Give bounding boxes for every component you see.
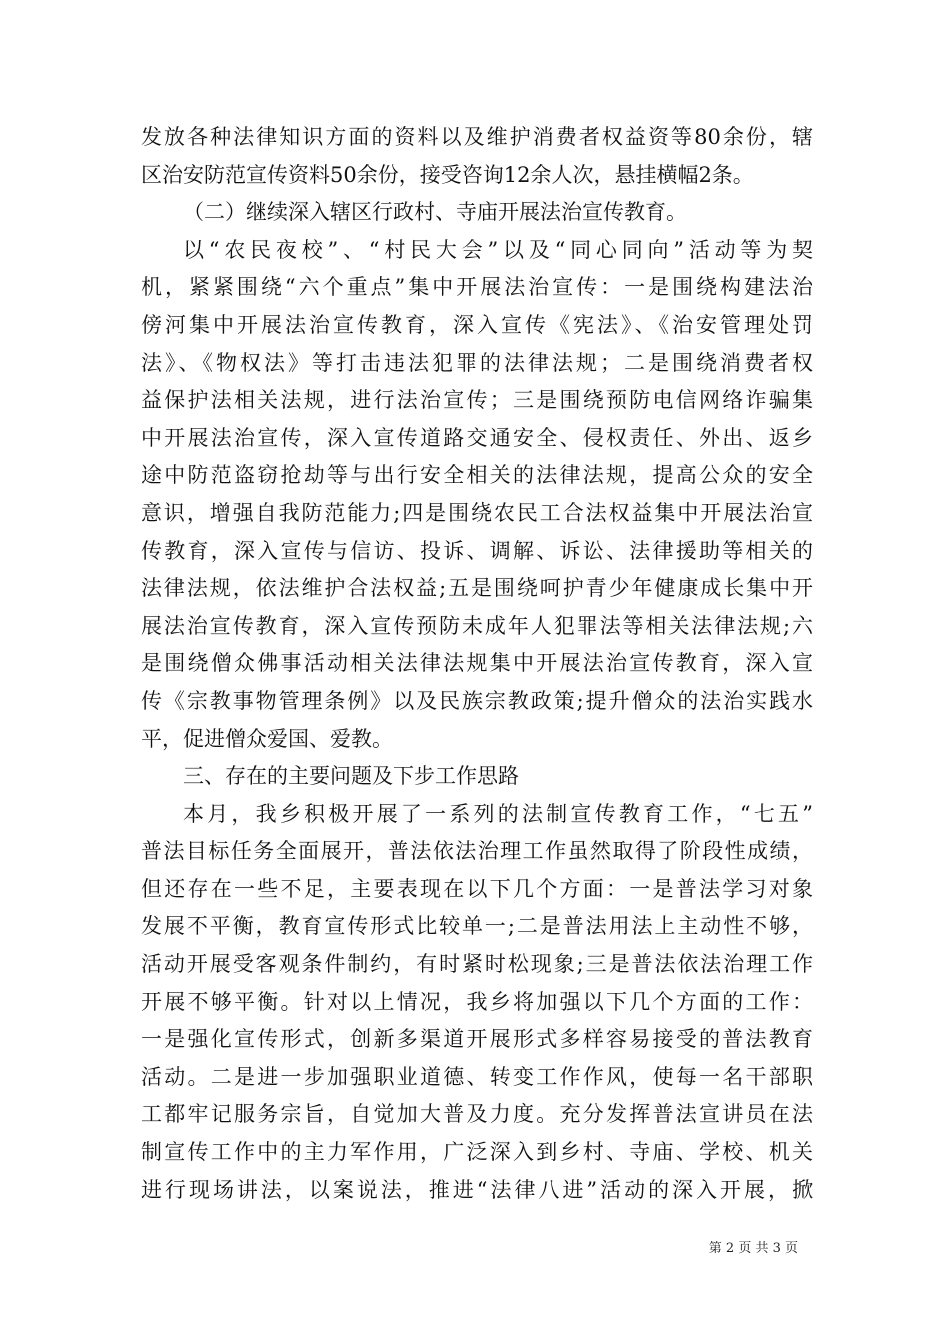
text-line: 区治安防范宣传资料50余份，接受咨询12余人次，悬挂横幅2条。 — [141, 162, 754, 187]
text-line: 一是强化宣传形式，创新多渠道开展形式多样容易接受的普法教育 — [141, 1027, 813, 1052]
text-line: 活动。二是进一步加强职业道德、转变工作作风，使每一名干部职 — [141, 1064, 813, 1089]
text-line: 活动开展受客观条件制约，有时紧时松现象;三是普法依法治理工作 — [141, 952, 813, 977]
text-line: 法》、《物权法》等打击违法犯罪的法律法规；二是围绕消费者权 — [141, 350, 813, 375]
page-number-footer: 第 2 页 共 3 页 — [708, 1241, 798, 1256]
text-line: （二）继续深入辖区行政村、寺庙开展法治宣传教育。 — [183, 200, 687, 225]
text-line: 机，紧紧围绕“六个重点”集中开展法治宣传：一是围绕构建法治 — [141, 275, 813, 300]
text-line: 是围绕僧众佛事活动相关法律法规集中开展法治宣传教育，深入宣 — [141, 651, 813, 676]
text-line: 三、存在的主要问题及下步工作思路 — [183, 764, 519, 789]
text-line: 以“农民夜校”、“村民大会”以及“同心同向”活动等为契 — [183, 237, 813, 262]
text-line: 途中防范盗窃抢劫等与出行安全相关的法律法规，提高公众的安全 — [141, 463, 813, 488]
document-body — [141, 119, 813, 1209]
text-line: 传教育，深入宣传与信访、投诉、调解、诉讼、法律援助等相关的 — [141, 538, 813, 563]
text-line: 进行现场讲法，以案说法，推进“法律八进”活动的深入开展，掀 — [141, 1177, 813, 1202]
text-line: 发展不平衡，教育宣传形式比较单一;二是普法用法上主动性不够， — [141, 914, 813, 939]
text-line: 普法目标任务全面展开，普法依法治理工作虽然取得了阶段性成绩， — [141, 839, 813, 864]
text-line: 益保护法相关法规，进行法治宣传；三是围绕预防电信网络诈骗集 — [141, 388, 813, 413]
text-line: 傍河集中开展法治宣传教育，深入宣传《宪法》、《治安管理处罚 — [141, 312, 813, 337]
text-line: 平，促进僧众爱国、爱教。 — [141, 726, 393, 751]
text-line: 法律法规，依法维护合法权益;五是围绕呵护青少年健康成长集中开 — [141, 576, 813, 601]
text-line: 工都牢记服务宗旨，自觉加大普及力度。充分发挥普法宣讲员在法 — [141, 1102, 813, 1127]
text-line: 制宣传工作中的主力军作用，广泛深入到乡村、寺庙、学校、机关 — [141, 1140, 813, 1165]
text-line: 传《宗教事物管理条例》以及民族宗教政策;提升僧众的法治实践水 — [141, 688, 813, 713]
text-line: 开展不够平衡。针对以上情况，我乡将加强以下几个方面的工作： — [141, 989, 813, 1014]
text-line: 发放各种法律知识方面的资料以及维护消费者权益资等80余份，辖 — [141, 125, 813, 149]
text-line: 但还存在一些不足，主要表现在以下几个方面：一是普法学习对象 — [141, 876, 813, 901]
text-line: 意识，增强自我防范能力;四是围绕农民工合法权益集中开展法治宣 — [141, 500, 813, 525]
text-line: 本月，我乡积极开展了一系列的法制宣传教育工作，“七五” — [183, 801, 813, 826]
text-line: 中开展法治宣传，深入宣传道路交通安全、侵权责任、外出、返乡 — [141, 425, 813, 450]
text-line: 展法治宣传教育，深入宣传预防未成年人犯罪法等相关法律法规;六 — [141, 613, 813, 638]
